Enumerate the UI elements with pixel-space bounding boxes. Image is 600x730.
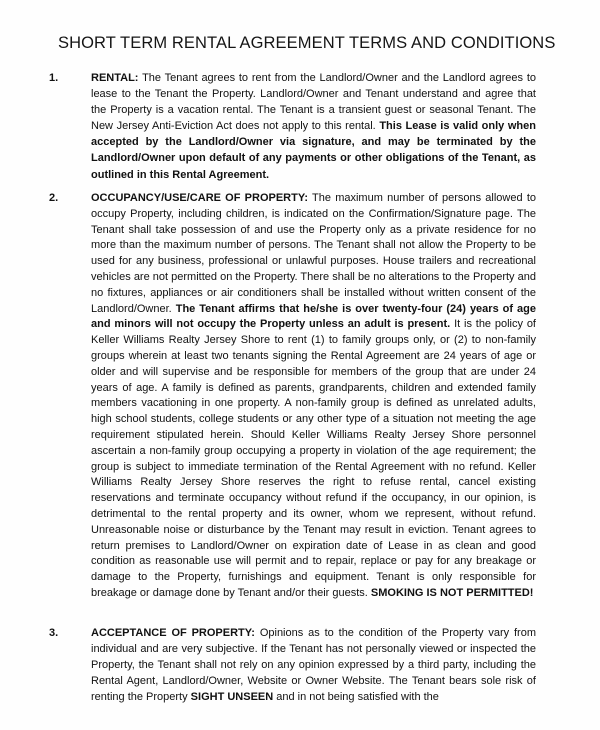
section-heading: OCCUPANCY/USE/CARE OF PROPERTY: [91, 192, 309, 204]
section-heading: ACCEPTANCE OF PROPERTY: [91, 627, 255, 639]
section-body [91, 625, 536, 705]
section-body [91, 70, 536, 183]
section-body [91, 191, 536, 602]
section-bold-text: This Lease is valid only when accepted by the Landlord/Owner via signature, and may be terminated by the Landlord/Owner upon default of any payments or other obligations of the Tenant, as outlined in this Rental Agreement. [91, 120, 536, 181]
section-bold-text: SMOKING IS NOT PERMITTED! [370, 586, 534, 599]
section-number: 1. [49, 72, 59, 84]
section-number: 2. [49, 192, 59, 204]
section-bold-text: SIGHT UNSEEN [190, 691, 274, 704]
section-text: and in not being satisfied with the [273, 691, 439, 704]
section-text: The maximum number of persons allowed to occupy Property, including children, is indicated on the Confirmation/Signature page. The Tenant shall take possession of and use the Property only as a private residence for no more than the maximum number of persons. The Tenant shall not allow the Property to be used for any business, professional or unlawful purposes. House trailers and recreational vehicles are not permitted on the Property. There shall be no alterations to the Property and no fixtures, appliances or air conditioners shall be installed without written consent of the Landlord/Owner. [91, 192, 536, 315]
section-text: The Tenant agrees to rent from the Landlord/Owner and the Landlord agrees to lease to the Tenant the Property. Landlord/Owner and Tenant understand and agree that the Property is a vacation rental. The Tenant is a transient guest or seasonal Tenant. The New Jersey Anti-Eviction Act does not apply to this rental. [91, 72, 536, 133]
section-bold-text: The Tenant affirms that he/she is over twenty-four (24) years of age and minors will not occupy the Property unless an adult is present. [91, 302, 537, 331]
section-heading: RENTAL: [91, 72, 139, 84]
section-number: 3. [49, 627, 59, 639]
document-title: SHORT TERM RENTAL AGREEMENT TERMS AND CONDITIONS [58, 34, 556, 52]
section-text: It is the policy of Keller Williams Realty Jersey Shore to rent (1) to family groups only, or (2) to non-family groups wherein at least two tenants signing the Rental Agreement are 24 years of age or older and will supervise and be responsible for members of the group that are under 24 years of age. A family is defined as parents, grandparents, children and extended family members vacationing in one property. A non-family group is defined as unrelated adults, high school students, college students or any other type of a situation not meeting the age requirement stipulated herein. Should Keller Williams Realty Jersey Shore personnel ascertain a non-family group occupying a property in violation of the age requirement; the group is subject to immediate termination of the Rental Agreement with no refund. Keller Williams Realty Jersey Shore reserves the right to refuse rental, cancel existing reservations and terminate occupancy without refund if the occupancy, in our opinion, is detrimental to the rental property and its owner, whom we represent, without refund. Unreasonable noise or disturbance by the Tenant may result in eviction. Tenant agrees to return premises to Landlord/Owner on expiration date of Lease in as clean and good condition as reasonable use will permit and to repair, replace or pay for any breakage or damage to the Property, furnishings and equipment. Tenant is only responsible for breakage or damage done by Tenant and/or their guests. [91, 318, 536, 599]
section-text: Opinions as to the condition of the Property vary from individual and are very subjective. If the Tenant has not personally viewed or inspected the Property, the Tenant shall not rely on any opinion expressed by a third party, including the Rental Agent, Landlord/Owner, Website or Owner Website. The Tenant bears sole risk of renting the Property [91, 627, 536, 704]
